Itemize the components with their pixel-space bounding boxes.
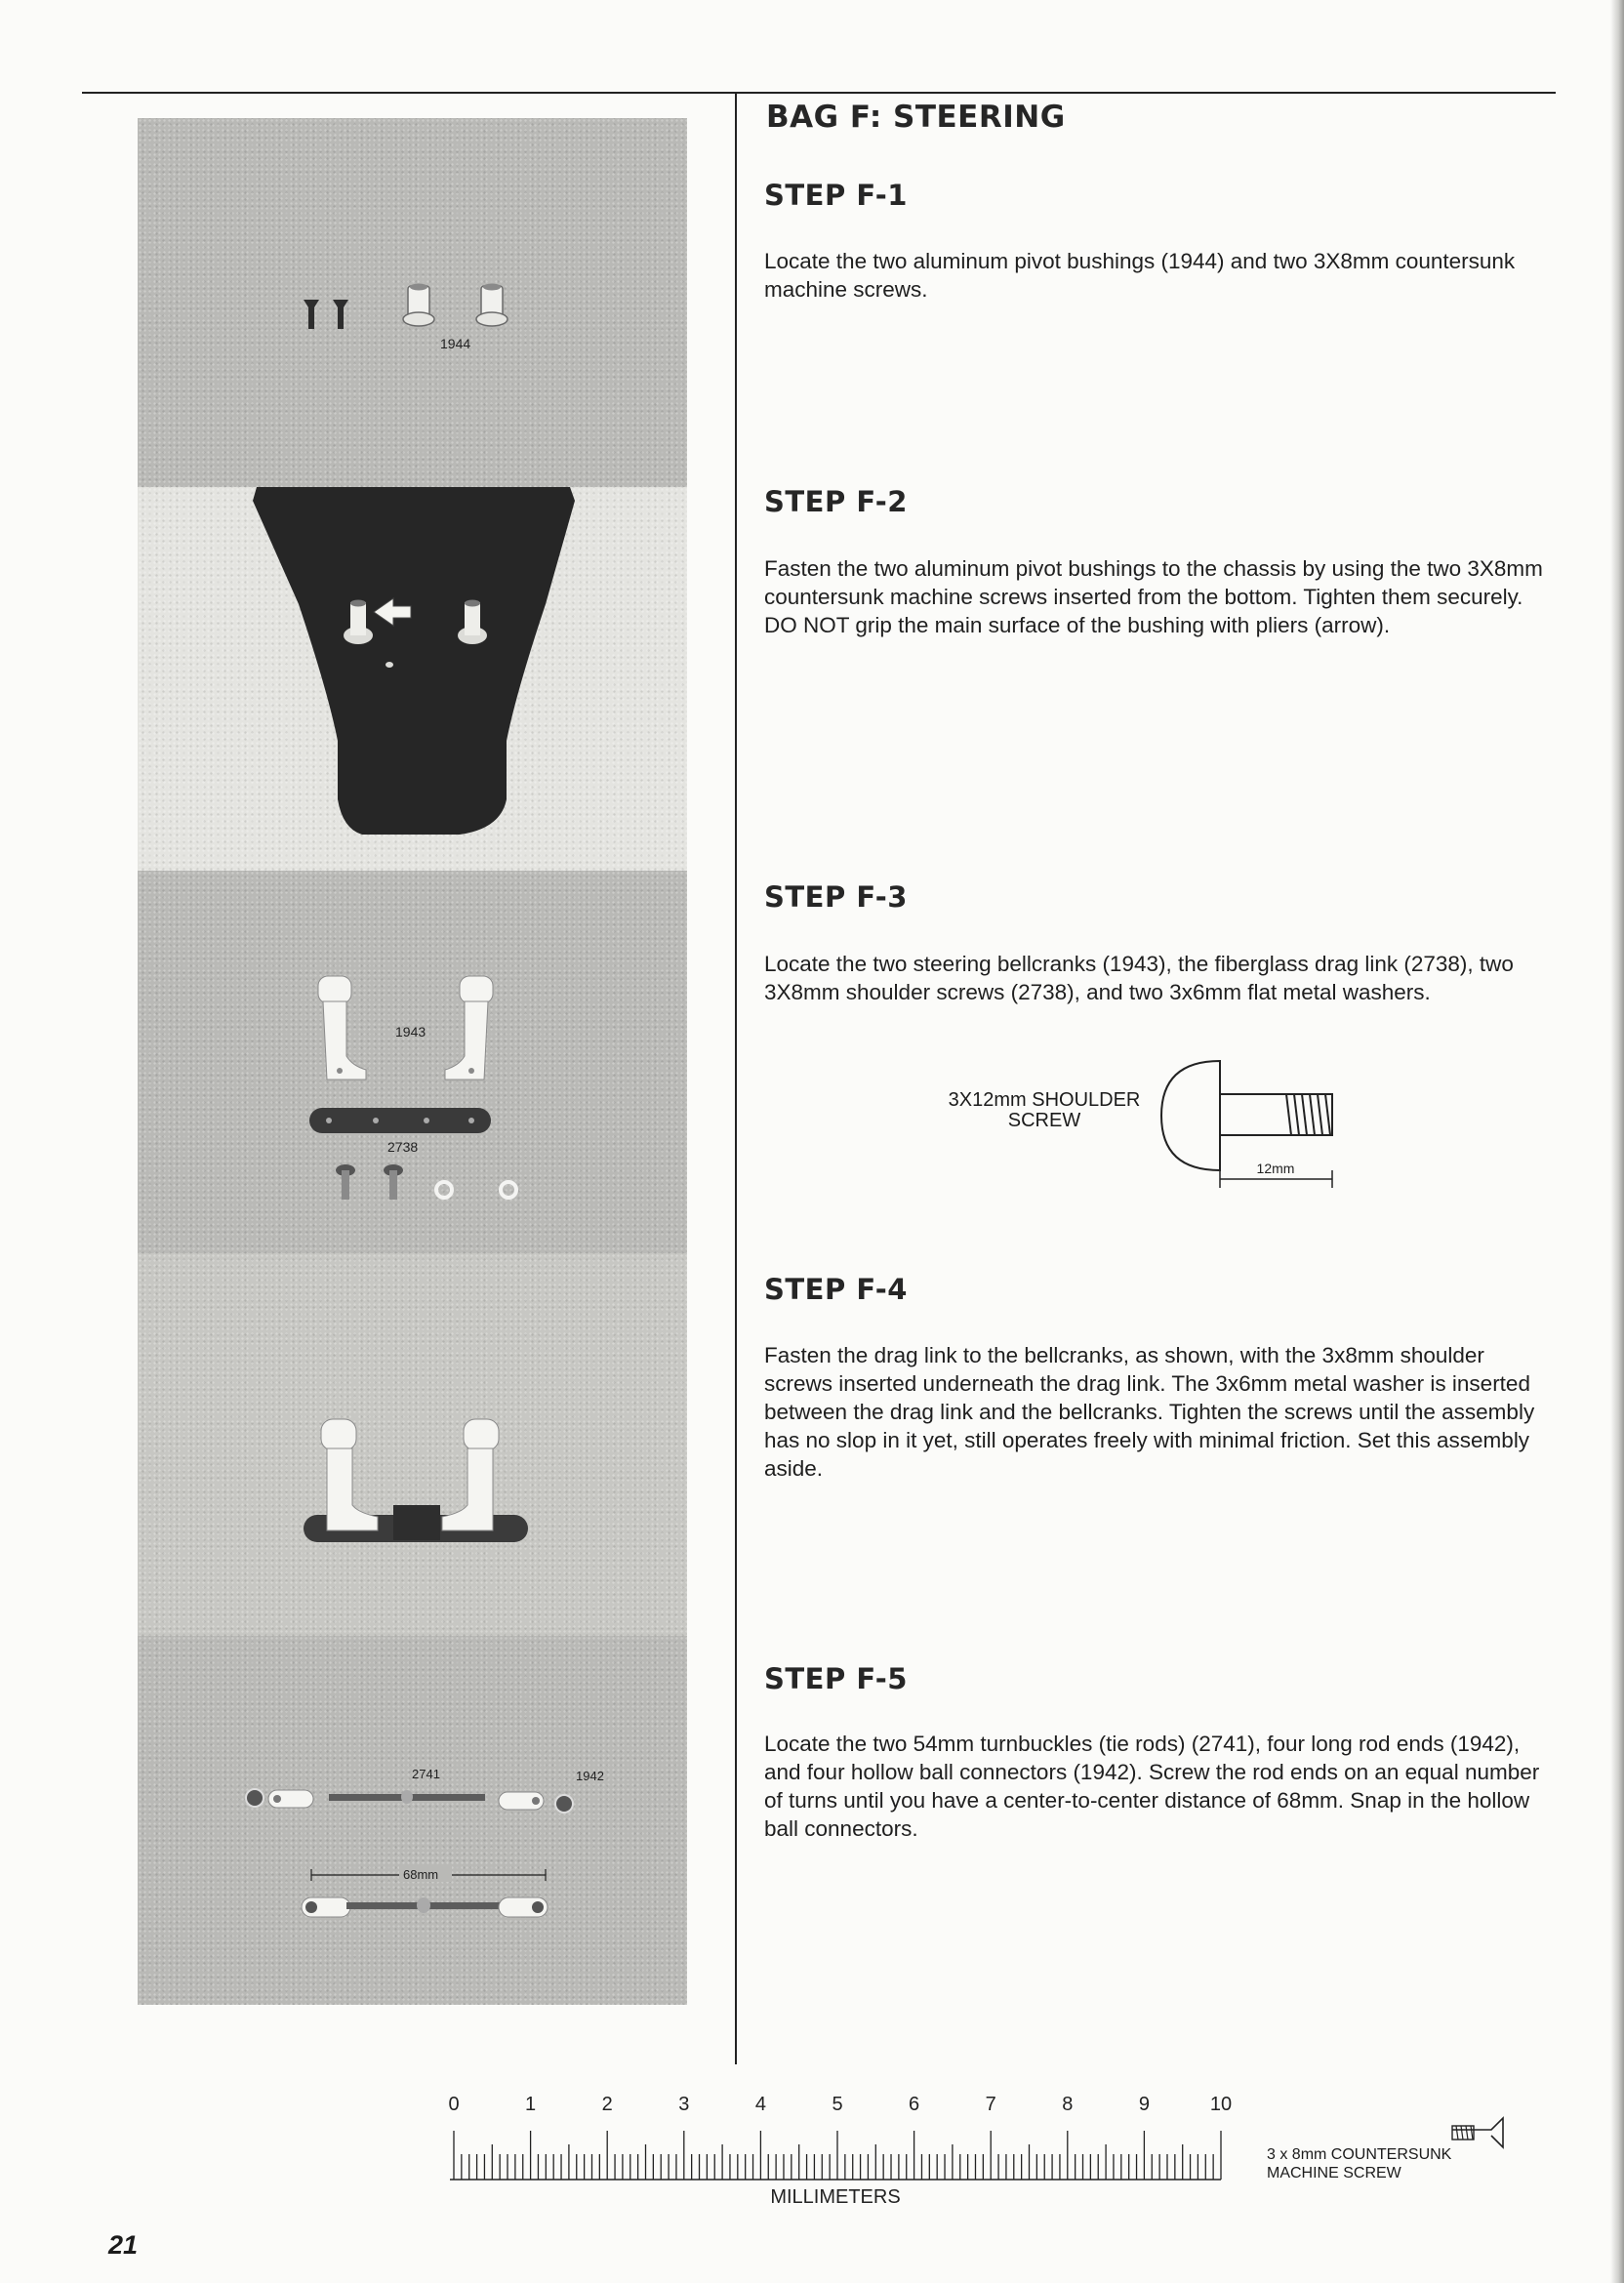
step-f5-text: Locate the two 54mm turnbuckles (tie rods) (2741), four long rod ends (1942), and four hollow ball connectors (1942). Screw the rod ends on an equal number of turns until you have a center-to-center distance of 68mm. Snap in the hollow ball connectors. (764, 1732, 1540, 1841)
ruler-tick-label: 10 (1209, 2094, 1233, 2115)
photo-step-f3 (138, 871, 687, 1253)
step-f1-text: Locate the two aluminum pivot bushings (1944) and two 3X8mm countersunk machine screws. (764, 249, 1516, 302)
shoulder-screw-label (917, 1090, 1171, 1131)
step-f4-title: STEP F-4 (764, 1273, 908, 1306)
section-title: BAG F: STEERING (766, 100, 1066, 135)
assembled-tie-rod-icon (302, 1897, 548, 1917)
part-number-label: 1943 (395, 1024, 426, 1040)
part-number-label: 1944 (440, 336, 471, 351)
photo-f2-chassis (138, 487, 687, 871)
step-f3-text: Locate the two steering bellcranks (1943), the fiberglass drag link (2738), two 3X8mm shoulder screws (2738), and two 3x6mm flat metal washers. (764, 952, 1514, 1004)
rod-end-icon (499, 1792, 544, 1810)
ruler-labels (448, 2094, 1232, 2115)
ruler-tick-label: 8 (1062, 2094, 1074, 2115)
ruler-tick-label: 7 (985, 2094, 996, 2115)
countersunk-screw-icon (333, 300, 348, 329)
screw-thread-icon (1286, 1094, 1330, 1135)
photo-f5-tie-rods (138, 1636, 687, 2005)
step-f1-title: STEP F-1 (764, 179, 908, 212)
turnbuckle-icon (329, 1790, 485, 1804)
ruler-tick-label: 5 (832, 2094, 843, 2115)
photo-f4-assembly (138, 1253, 687, 1636)
bellcrank-icon (445, 976, 493, 1080)
bellcrank-icon (318, 976, 366, 1080)
shoulder-screw-icon (384, 1164, 403, 1200)
bellcrank-icon (321, 1419, 378, 1530)
photo-f3-parts (138, 871, 687, 1253)
pivot-bushing-icon (403, 284, 434, 327)
countersunk-screw-icon (1444, 2116, 1513, 2155)
photo-step-f5 (138, 1636, 687, 2005)
page-number: 21 (108, 2230, 139, 2260)
shoulder-screw-label-line2: SCREW (1007, 1110, 1081, 1131)
pivot-bushing-icon (476, 284, 508, 327)
column-divider (735, 93, 737, 2064)
ball-connector-icon (246, 1789, 264, 1807)
ruler-unit-label: MILLIMETERS (770, 2186, 901, 2208)
page-edge-shadow (1610, 0, 1624, 2283)
step-f2-text: Fasten the two aluminum pivot bushings to the chassis by using the two 3X8mm countersunk machine screws inserted from the bottom. Tighten them securely. DO NOT grip the main surface of the bushing with pliers (arrow). (764, 556, 1543, 637)
step-f3-title: STEP F-3 (764, 880, 908, 914)
dimension-label: 12mm (1256, 1161, 1295, 1176)
ruler-tick-label: 6 (909, 2094, 920, 2115)
photo-step-f4 (138, 1253, 687, 1636)
drag-link (309, 1108, 491, 1133)
countersunk-screw-label-line2: MACHINE SCREW (1267, 2165, 1401, 2181)
ruler-tick-label: 2 (601, 2094, 613, 2115)
ruler-tick-label: 0 (448, 2094, 460, 2115)
millimeter-ruler (444, 2079, 1254, 2216)
dimension-label: 68mm (403, 1867, 439, 1882)
ruler-tick-label: 4 (754, 2094, 766, 2115)
washer-icon (501, 1182, 516, 1198)
ball-connector-icon (555, 1795, 573, 1813)
bellcrank-icon (442, 1419, 499, 1530)
countersunk-screw-label-line1: 3 x 8mm COUNTERSUNK (1267, 2146, 1452, 2163)
washer-icon (436, 1182, 452, 1198)
ruler-tick-label: 3 (678, 2094, 690, 2115)
part-number-label: 2738 (387, 1139, 419, 1155)
ruler-tick-label: 9 (1138, 2094, 1150, 2115)
part-number-label: 2741 (412, 1767, 440, 1781)
screw-shank-icon (1220, 1094, 1332, 1135)
rod-end-icon (268, 1790, 313, 1808)
step-f4-text: Fasten the drag link to the bellcranks, as shown, with the 3x8mm shoulder screws inserted underneath the drag link. The 3x6mm metal washer is inserted between the drag link and the bellcranks. Tighten the screws until the assembly has no slop in it yet, still operates freely with minimal friction. Set this assembly aside. (764, 1343, 1535, 1481)
shoulder-screw-icon (336, 1164, 355, 1200)
part-number-label: 1942 (576, 1769, 604, 1783)
shoulder-screw-label-line1: 3X12mm SHOULDER (948, 1089, 1141, 1111)
top-rule (82, 92, 1556, 94)
ruler-ticks (454, 2131, 1221, 2180)
photo-f1-parts (138, 118, 687, 487)
ruler-tick-label: 1 (525, 2094, 537, 2115)
chassis-plate (253, 487, 575, 835)
countersunk-screw-icon (304, 300, 319, 329)
step-f5-title: STEP F-5 (764, 1662, 908, 1695)
countersunk-screw-label (1267, 2145, 1451, 2182)
step-f2-title: STEP F-2 (764, 485, 908, 518)
photo-step-f2 (138, 487, 687, 871)
photo-step-f1 (138, 118, 687, 487)
